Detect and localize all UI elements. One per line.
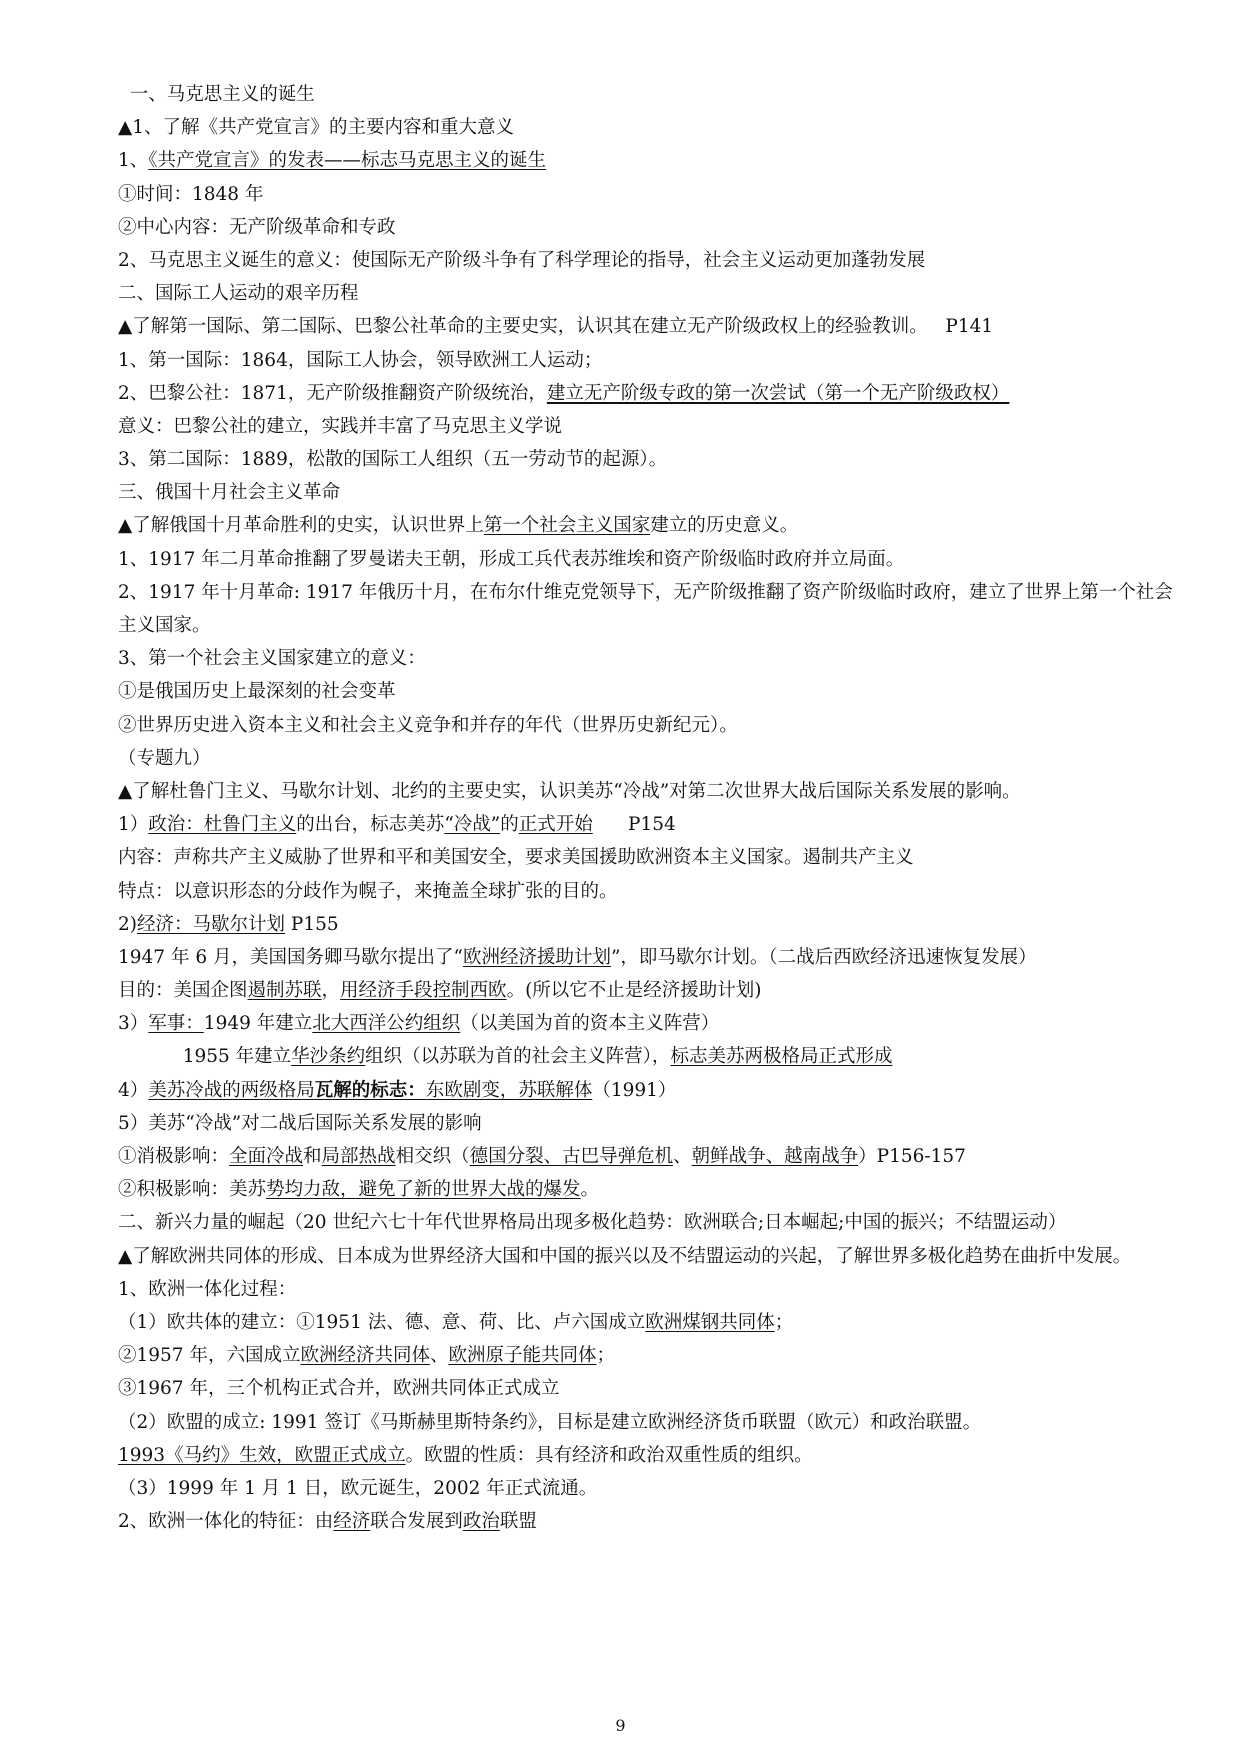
text-line [118, 1107, 1188, 1140]
text-line [118, 1306, 1188, 1339]
text-segment: 2、巴黎公社：1871，无产阶级推翻资产阶级统治， [118, 382, 547, 404]
text-segment: ▲了解俄国十月革命胜利的史实，认识世界上 [118, 515, 484, 537]
underlined-text: 局部热战 [321, 1146, 396, 1168]
text-segment: （以美国为首的资本主义阵营） [460, 1013, 720, 1035]
text-line [118, 1406, 1188, 1439]
text-line [118, 576, 1188, 642]
text-segment: 1、欧洲一体化过程： [118, 1278, 297, 1300]
page-number: 9 [615, 1716, 626, 1735]
text-line [118, 675, 1188, 708]
underlined-text: 朝鲜战争、越南战争 [691, 1146, 859, 1168]
text-segment: ③1967 年，三个机构正式合并，欧洲共同体正式成立 [118, 1378, 560, 1400]
underlined-text: 建立无产阶级专政的第一次尝试（第一个无产阶级政权） [546, 382, 1010, 404]
text-line [118, 443, 1188, 476]
text-segment: 。 [580, 1179, 600, 1201]
underlined-text: 政治：杜鲁门主义 [148, 814, 297, 836]
text-line [118, 509, 1188, 542]
text-line [118, 178, 1188, 211]
underlined-text: 北大西洋公约组织 [312, 1013, 461, 1035]
text-line [118, 111, 1188, 144]
text-segment: （专题九） [118, 747, 211, 769]
text-segment: 4） [118, 1079, 149, 1101]
text-segment: 目的：美国企图 [118, 980, 248, 1002]
underlined-text: 经济：马歇尔计划 [137, 913, 286, 935]
text-segment: 2、1917 年十月革命: 1917 年俄历十月，在布尔什维克党领导下，无产阶级推翻了资产阶级临时政府，建立了世界上第一个社会主义国家。 [118, 581, 1173, 637]
text-segment: 相交织（ [395, 1146, 470, 1168]
underlined-text: 欧洲经济援助计划 [462, 946, 611, 968]
text-segment: 1、1917 年二月革命推翻了罗曼诺夫王朝，形成工兵代表苏维埃和资产阶级临时政府并立局面。 [118, 548, 905, 570]
text-segment: 一、马克思主义的诞生 [118, 84, 315, 105]
text-line [118, 1206, 1188, 1239]
underlined-text: 《共产党宣言》的发表——标志马克思主义的诞生 [148, 150, 547, 172]
text-segment: 的出台，标志美苏 [296, 814, 445, 836]
text-line [118, 144, 1188, 177]
text-segment: 1、第一国际：1864，国际工人协会，领导欧洲工人运动； [118, 349, 603, 371]
text-line [118, 941, 1188, 974]
text-segment: ▲了解欧洲共同体的形成、日本成为世界经济大国和中国的振兴以及不结盟运动的兴起，了解世界多极化趋势在曲折中发展。 [118, 1245, 1132, 1267]
underlined-text: 德国分裂、古巴导弹危机 [469, 1146, 674, 1168]
text-line [118, 1439, 1188, 1472]
text-line [118, 1339, 1188, 1372]
text-segment: 、 [429, 1345, 449, 1367]
text-segment: 的 [500, 814, 519, 836]
underlined-text: 政治 [462, 1511, 500, 1533]
text-segment: ， [321, 980, 341, 1002]
text-line [118, 908, 1188, 941]
underlined-text: 正式开始 [518, 814, 593, 836]
text-line [118, 78, 1188, 111]
text-segment: 。(所以它不止是经济援助计划) [506, 980, 762, 1002]
text-line [118, 1372, 1188, 1405]
text-segment: 联合发展到 [370, 1511, 463, 1533]
text-segment: ②积极影响：美苏 [118, 1179, 267, 1201]
underlined-text: 华沙条约 [291, 1046, 366, 1068]
text-segment: 二、新兴力量的崛起（20 世纪六七十年代世界格局出现多极化趋势：欧洲联合;日本崛起;中国的振兴；不结盟运动） [118, 1212, 1067, 1234]
text-segment: 3、第二国际：1889，松散的国际工人组织（五一劳动节的起源）。 [118, 449, 668, 471]
text-segment: ； [596, 1345, 616, 1367]
text-segment: 1949 年建立 [203, 1013, 313, 1035]
text-line [118, 377, 1188, 410]
underlined-text: 美苏冷战的两级格局 [148, 1079, 315, 1101]
text-line [118, 808, 1188, 841]
text-segment: 。欧盟的性质：具有经济和政治双重性质的组织。 [405, 1444, 813, 1466]
underlined-text: 遏制苏联 [247, 980, 322, 1002]
text-line [118, 742, 1188, 775]
text-segment: ②1957 年，六国成立 [118, 1345, 301, 1367]
text-segment: 1） [118, 814, 149, 836]
text-line [118, 277, 1188, 310]
underlined-text: 军事： [148, 1013, 204, 1035]
text-line [118, 476, 1188, 509]
underlined-text: “冷战” [444, 814, 501, 836]
text-segment: 5）美苏“冷战”对二战后国际关系发展的影响 [118, 1112, 482, 1134]
text-segment: 建立的历史意义。 [650, 515, 799, 537]
text-line [118, 211, 1188, 244]
text-segment: ）P156-157 [858, 1146, 966, 1168]
text-segment: 2、欧洲一体化的特征：由 [118, 1511, 334, 1533]
text-segment: 特点：以意识形态的分歧作为幌子，来掩盖全球扩张的目的。 [118, 880, 618, 902]
underlined-text: 势均力敌，避免了新的世界大战的爆发 [266, 1179, 581, 1201]
text-line [118, 775, 1188, 808]
text-segment: 2) [118, 913, 137, 935]
text-segment: 组织（以苏联为首的社会主义阵营）， [365, 1046, 671, 1068]
text-line [118, 1273, 1188, 1306]
text-segment: （1）欧共体的建立：①1951 法、德、意、荷、比、卢六国成立 [118, 1312, 646, 1334]
text-line [118, 344, 1188, 377]
text-segment: 2、马克思主义诞生的意义：使国际无产阶级斗争有了科学理论的指导，社会主义运动更加蓬勃发展 [118, 249, 926, 271]
text-segment: ”，即马歇尔计划。（二战后西欧经济迅速恢复发展） [610, 946, 1037, 968]
text-line [118, 1505, 1188, 1538]
text-segment: （1991） [592, 1079, 677, 1101]
text-segment: ▲了解杜鲁门主义、马歇尔计划、北约的主要史实，认识美苏“冷战”对第二次世界大战后国际关系发展的影响。 [118, 780, 1021, 802]
text-segment: ①是俄国历史上最深刻的社会变革 [118, 681, 396, 703]
text-segment: 内容：声称共产主义威胁了世界和平和美国安全，要求美国援助欧洲资本主义国家。遏制共产主义 [118, 847, 914, 869]
text-segment: 二、国际工人运动的艰辛历程 [118, 283, 359, 305]
text-segment: 和 [303, 1146, 322, 1168]
text-segment: ▲1、了解《共产党宣言》的主要内容和重大意义 [118, 117, 514, 139]
text-segment: P155 [285, 913, 339, 935]
text-segment: 三、俄国十月社会主义革命 [118, 482, 341, 504]
text-segment: （2）欧盟的成立: 1991 签订《马斯赫里斯特条约》，目标是建立欧洲经济货币联盟（欧元）和政治联盟。 [118, 1411, 982, 1433]
text-line [118, 974, 1188, 1007]
text-segment: ①消极影响： [118, 1146, 230, 1168]
text-line [118, 1173, 1188, 1206]
text-line [118, 1240, 1188, 1273]
text-line [118, 1140, 1188, 1173]
text-line [118, 1007, 1188, 1040]
text-line [118, 244, 1188, 277]
text-line [118, 841, 1188, 874]
underlined-text: 欧洲经济共同体 [300, 1345, 430, 1367]
text-line [118, 642, 1188, 675]
document-page [118, 78, 1188, 1538]
text-segment: 意义：巴黎公社的建立，实践并丰富了马克思主义学说 [118, 415, 563, 437]
text-line [118, 1074, 1188, 1107]
underlined-text: 瓦解的标志： [314, 1079, 426, 1101]
text-segment: （3）1999 年 1 月 1 日，欧元诞生，2002 年正式流通。 [118, 1477, 598, 1499]
text-segment: 联盟 [499, 1511, 537, 1533]
text-segment: ①时间：1848 年 [118, 183, 264, 205]
text-segment: 1955 年建立 [118, 1046, 292, 1068]
underlined-text: 1993《马约》生效，欧盟正式成立 [118, 1444, 406, 1466]
text-segment: ； [774, 1312, 794, 1334]
text-segment: ②中心内容：无产阶级革命和专政 [118, 216, 396, 238]
underlined-text: 经济 [333, 1511, 371, 1533]
underlined-text: 全面冷战 [229, 1146, 304, 1168]
underlined-text: 标志美苏两极格局正式形成 [670, 1046, 893, 1068]
text-segment: ▲了解第一国际、第二国际、巴黎公社革命的主要史实，认识其在建立无产阶级政权上的经验教训。 P141 [118, 316, 994, 338]
text-line [118, 875, 1188, 908]
text-line [118, 1040, 1188, 1073]
text-segment: 1947 年 6 月，美国国务卿马歇尔提出了“ [118, 946, 463, 968]
underlined-text: 用经济手段控制西欧 [340, 980, 507, 1002]
text-line [118, 310, 1188, 343]
text-segment: 3、第一个社会主义国家建立的意义： [118, 648, 426, 670]
text-line [118, 410, 1188, 443]
text-segment: 1、 [118, 150, 149, 172]
text-line [118, 1472, 1188, 1505]
text-segment: 3） [118, 1013, 149, 1035]
underlined-text: 欧洲煤钢共同体 [645, 1312, 775, 1334]
text-segment: ②世界历史进入资本主义和社会主义竞争和并存的年代（世界历史新纪元）。 [118, 714, 738, 736]
text-segment: 、 [673, 1146, 692, 1168]
underlined-text: 东欧剧变，苏联解体 [425, 1079, 593, 1101]
text-line [118, 543, 1188, 576]
text-line [118, 709, 1188, 742]
underlined-text: 欧洲原子能共同体 [448, 1345, 597, 1367]
underlined-text: 第一个社会主义国家 [483, 515, 651, 537]
text-segment: P154 [592, 814, 676, 836]
